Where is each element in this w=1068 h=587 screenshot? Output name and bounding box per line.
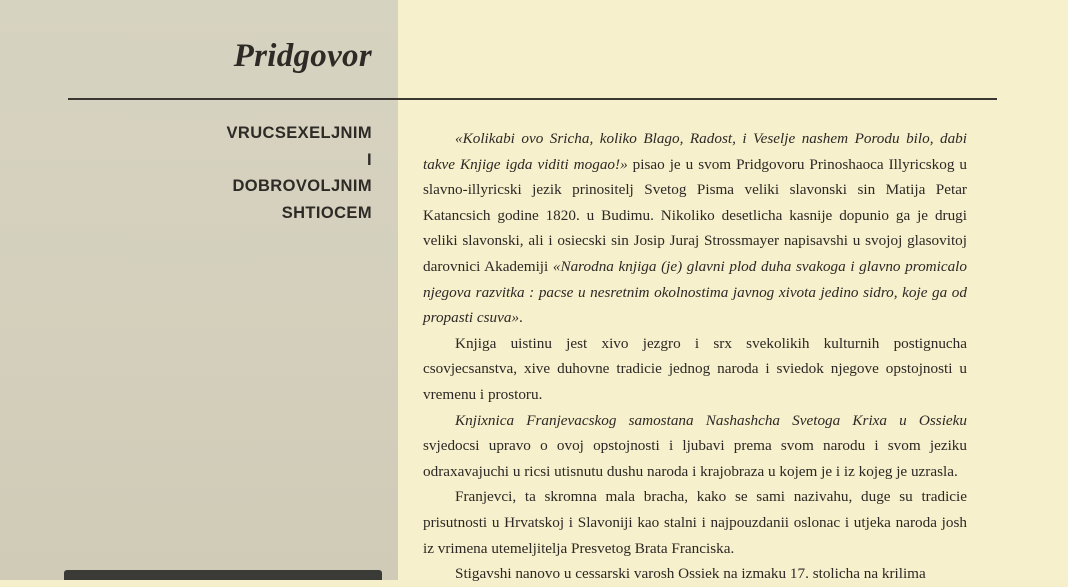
dedication-line: DOBROVOLJNIM (232, 177, 372, 195)
dedication-line: VRUCSEXELJNIM (226, 124, 372, 142)
library-name: Knjixnica Franjevacskog samostana Nashashcha Svetoga Krixa u Ossieku (455, 411, 967, 429)
paragraph-1 (423, 126, 967, 331)
paragraph-text: . (519, 309, 523, 327)
paragraph-text: svjedocsi upravo o ovoj opstojnosti i ljubavi prema svom narodu i svom jeziku odraxavajuchi u ricsi utisnutu dushu naroda i krajobraza u kojem je i iz kojeg je uzrasla. (423, 437, 967, 480)
page-title: Pridgovor (233, 38, 372, 74)
paragraph-text: pisao je u svom Pridgovoru Prinoshaoca Illyricskog u slavno-illyricski jezik prinositelj Svetog Pisma veliki slavonski sin Matija Petar Katancsich godine 1820. u Budimu. Nikoliko desetlicha kasnije dopunio ga je drugi veliki slavonski, ali i osiecski sin Josip Juraj Strossmayer napisavshi u svojoj glasovitoj darovnici Akademiji (423, 155, 967, 275)
decorative-bar (64, 570, 382, 580)
quote-strossmayer: «Narodna knjiga (je) glavni plod duha svakoga i glavno promicalo njegova razvitka : pacse u nesretnim okolnostima javnog xivota jedino sidro, koje ga od propasti csuva» (423, 257, 967, 327)
body-text (423, 126, 967, 587)
paragraph-3 (423, 408, 967, 485)
quote-katancsich: «Kolikabi ovo Sricha, koliko Blago, Radost, i Veselje nashem Porodu bilo, dabi takve Knjige igda viditi mogao!» (423, 130, 967, 173)
left-margin-panel (0, 0, 398, 580)
dedication-line: I (367, 150, 372, 169)
dedication-line: SHTIOCEM (281, 203, 372, 222)
paragraph-2: Knjiga uistinu jest xivo jezgro i srx svekolikih kulturnih postignucha csovjecsanstva, xive duhovne tradicie jednog naroda i sviedok njegove opstojnosti u vremenu i prostoru. (423, 334, 967, 403)
paragraph-4: Franjevci, ta skromna mala bracha, kako se sami nazivahu, duge su tradicie prisutnosti u Hrvatskoj i Slavoniji kao stalni i najpouzdanii oslonac i utjeka naroda josh iz vrimena utemeljitelja Presvetog Brata Franciska. (423, 488, 967, 557)
header-rule (68, 98, 997, 100)
dedication (150, 120, 372, 226)
paragraph-5: Stigavshi nanovo u cessarski varosh Ossiek na izmaku 17. stolicha na krilima (455, 565, 926, 583)
